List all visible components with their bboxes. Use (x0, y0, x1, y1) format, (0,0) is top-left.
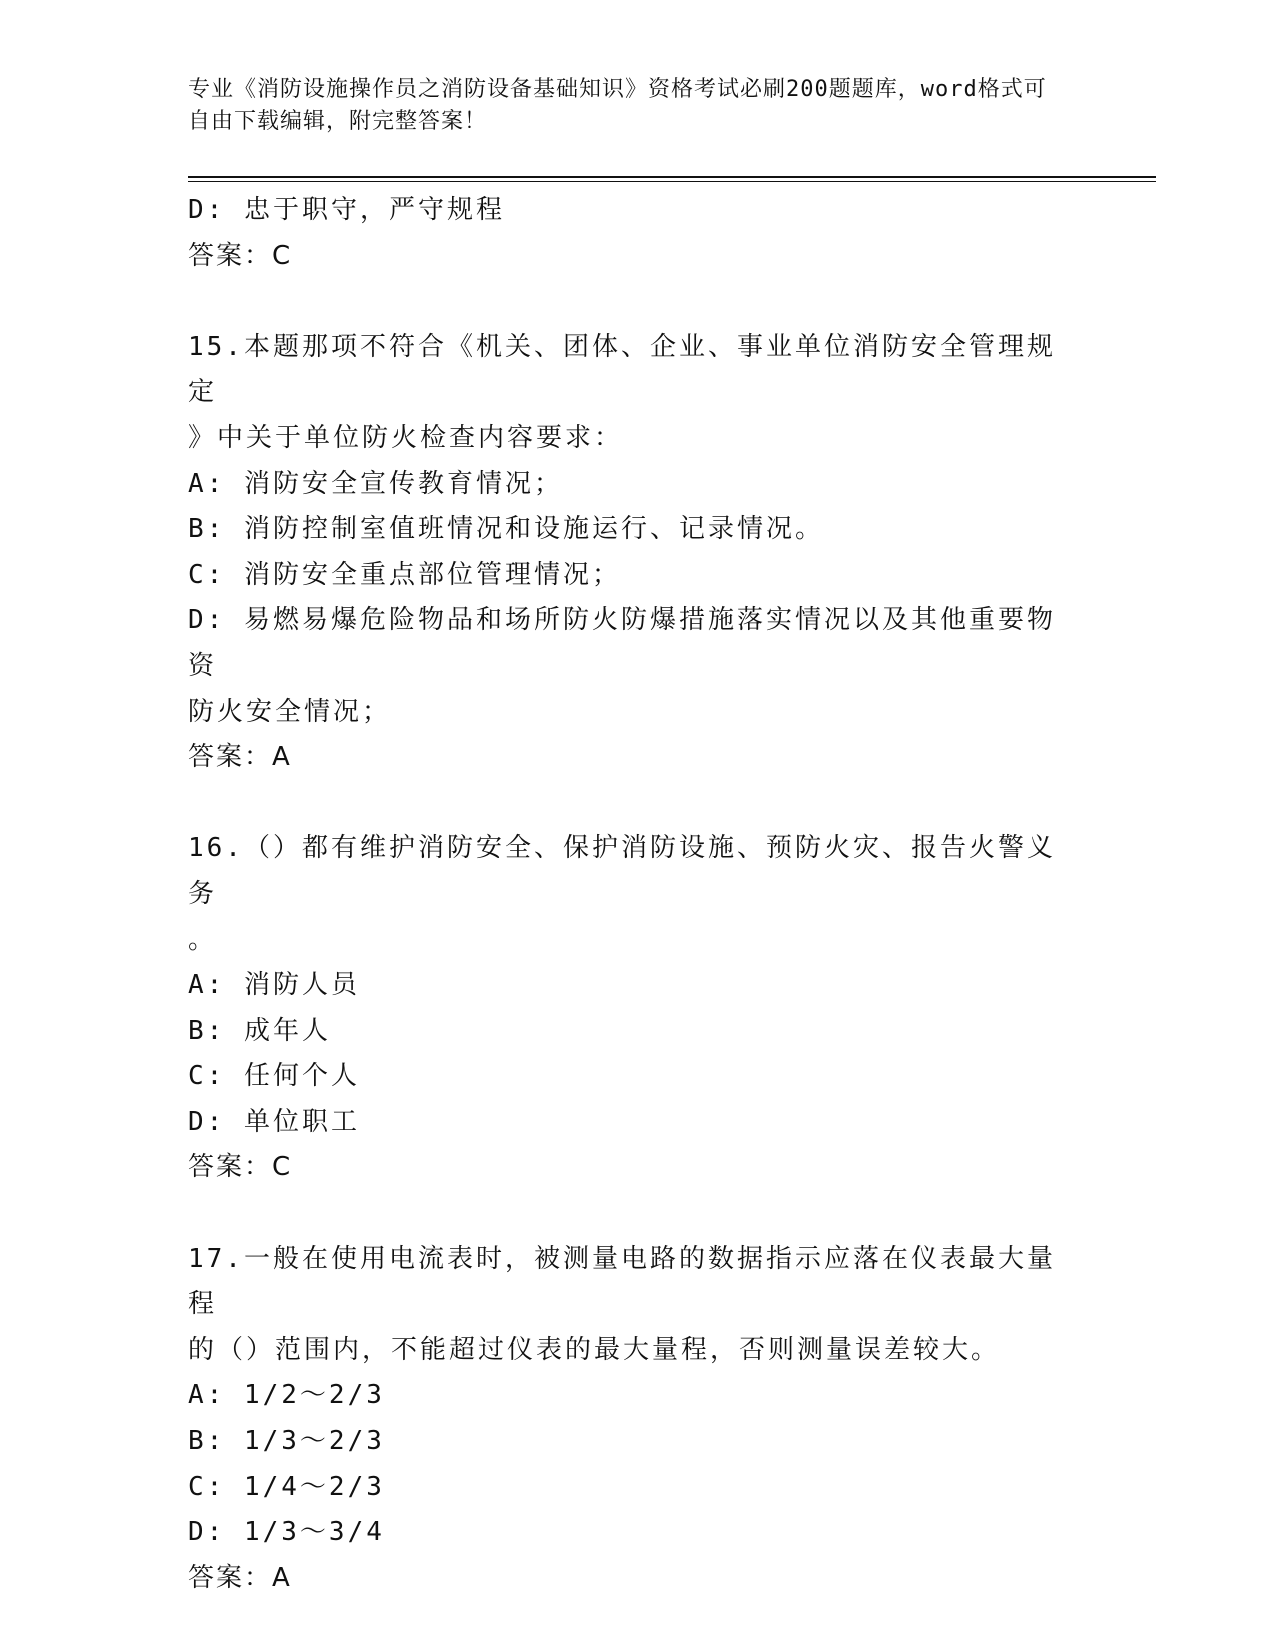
question-15 (188, 325, 1078, 781)
header-text: 专业《消防设施操作员之消防设备基础知识》资格考试必刷200题题库，word格式可自由下载编辑，附完整答案！ (188, 77, 1047, 134)
question-stem: 15.本题那项不符合《机关、团体、企业、事业单位消防安全管理规定 (188, 331, 1056, 408)
answer-line: 答案：C (188, 1152, 293, 1183)
option-a: A: 消防安全宣传教育情况； (188, 468, 563, 499)
option-c: C: 任何个人 (188, 1061, 360, 1092)
answer-line: 答案：A (188, 1562, 292, 1593)
question-16 (188, 826, 1078, 1191)
answer-line: 答案：C (188, 240, 293, 271)
answer-line: 答案：A (188, 742, 292, 773)
option-a: A: 1/2～2/3 (188, 1380, 385, 1411)
option-d: D: 单位职工 (188, 1106, 360, 1137)
option-b: B: 1/3～2/3 (188, 1426, 385, 1457)
question-stem: 。 (188, 924, 218, 955)
question-list (188, 188, 1078, 1601)
question-17 (188, 1237, 1078, 1602)
option-a: A: 消防人员 (188, 970, 360, 1001)
question-stem: 》中关于单位防火检查内容要求： (188, 422, 624, 453)
option-c: C: 消防安全重点部位管理情况； (188, 559, 621, 590)
spacer (188, 1191, 1078, 1237)
option-b: B: 成年人 (188, 1015, 331, 1046)
page-header (188, 74, 1068, 138)
option-d: D: 易燃易爆危险物品和场所防火防爆措施落实情况以及其他重要物资 (188, 605, 1056, 681)
header-divider-thin (188, 181, 1156, 182)
option-b: B: 消防控制室值班情况和设施运行、记录情况。 (188, 514, 824, 545)
spacer (188, 279, 1078, 325)
option-d: D: 忠于职守，严守规程 (188, 195, 505, 225)
option-d: 防火安全情况； (188, 696, 392, 727)
question-stem: 的（）范围内，不能超过仪表的最大量程，否则测量误差较大。 (188, 1334, 1001, 1365)
question-stem: 16.（）都有维护消防安全、保护消防设施、预防火灾、报告火警义务 (188, 833, 1056, 909)
header-divider-thick (188, 176, 1156, 178)
spacer (188, 781, 1078, 827)
option-d: D: 1/3～3/4 (188, 1517, 385, 1548)
option-c: C: 1/4～2/3 (188, 1471, 385, 1502)
question-stem: 17.一般在使用电流表时，被测量电路的数据指示应落在仪表最大量程 (188, 1243, 1056, 1320)
